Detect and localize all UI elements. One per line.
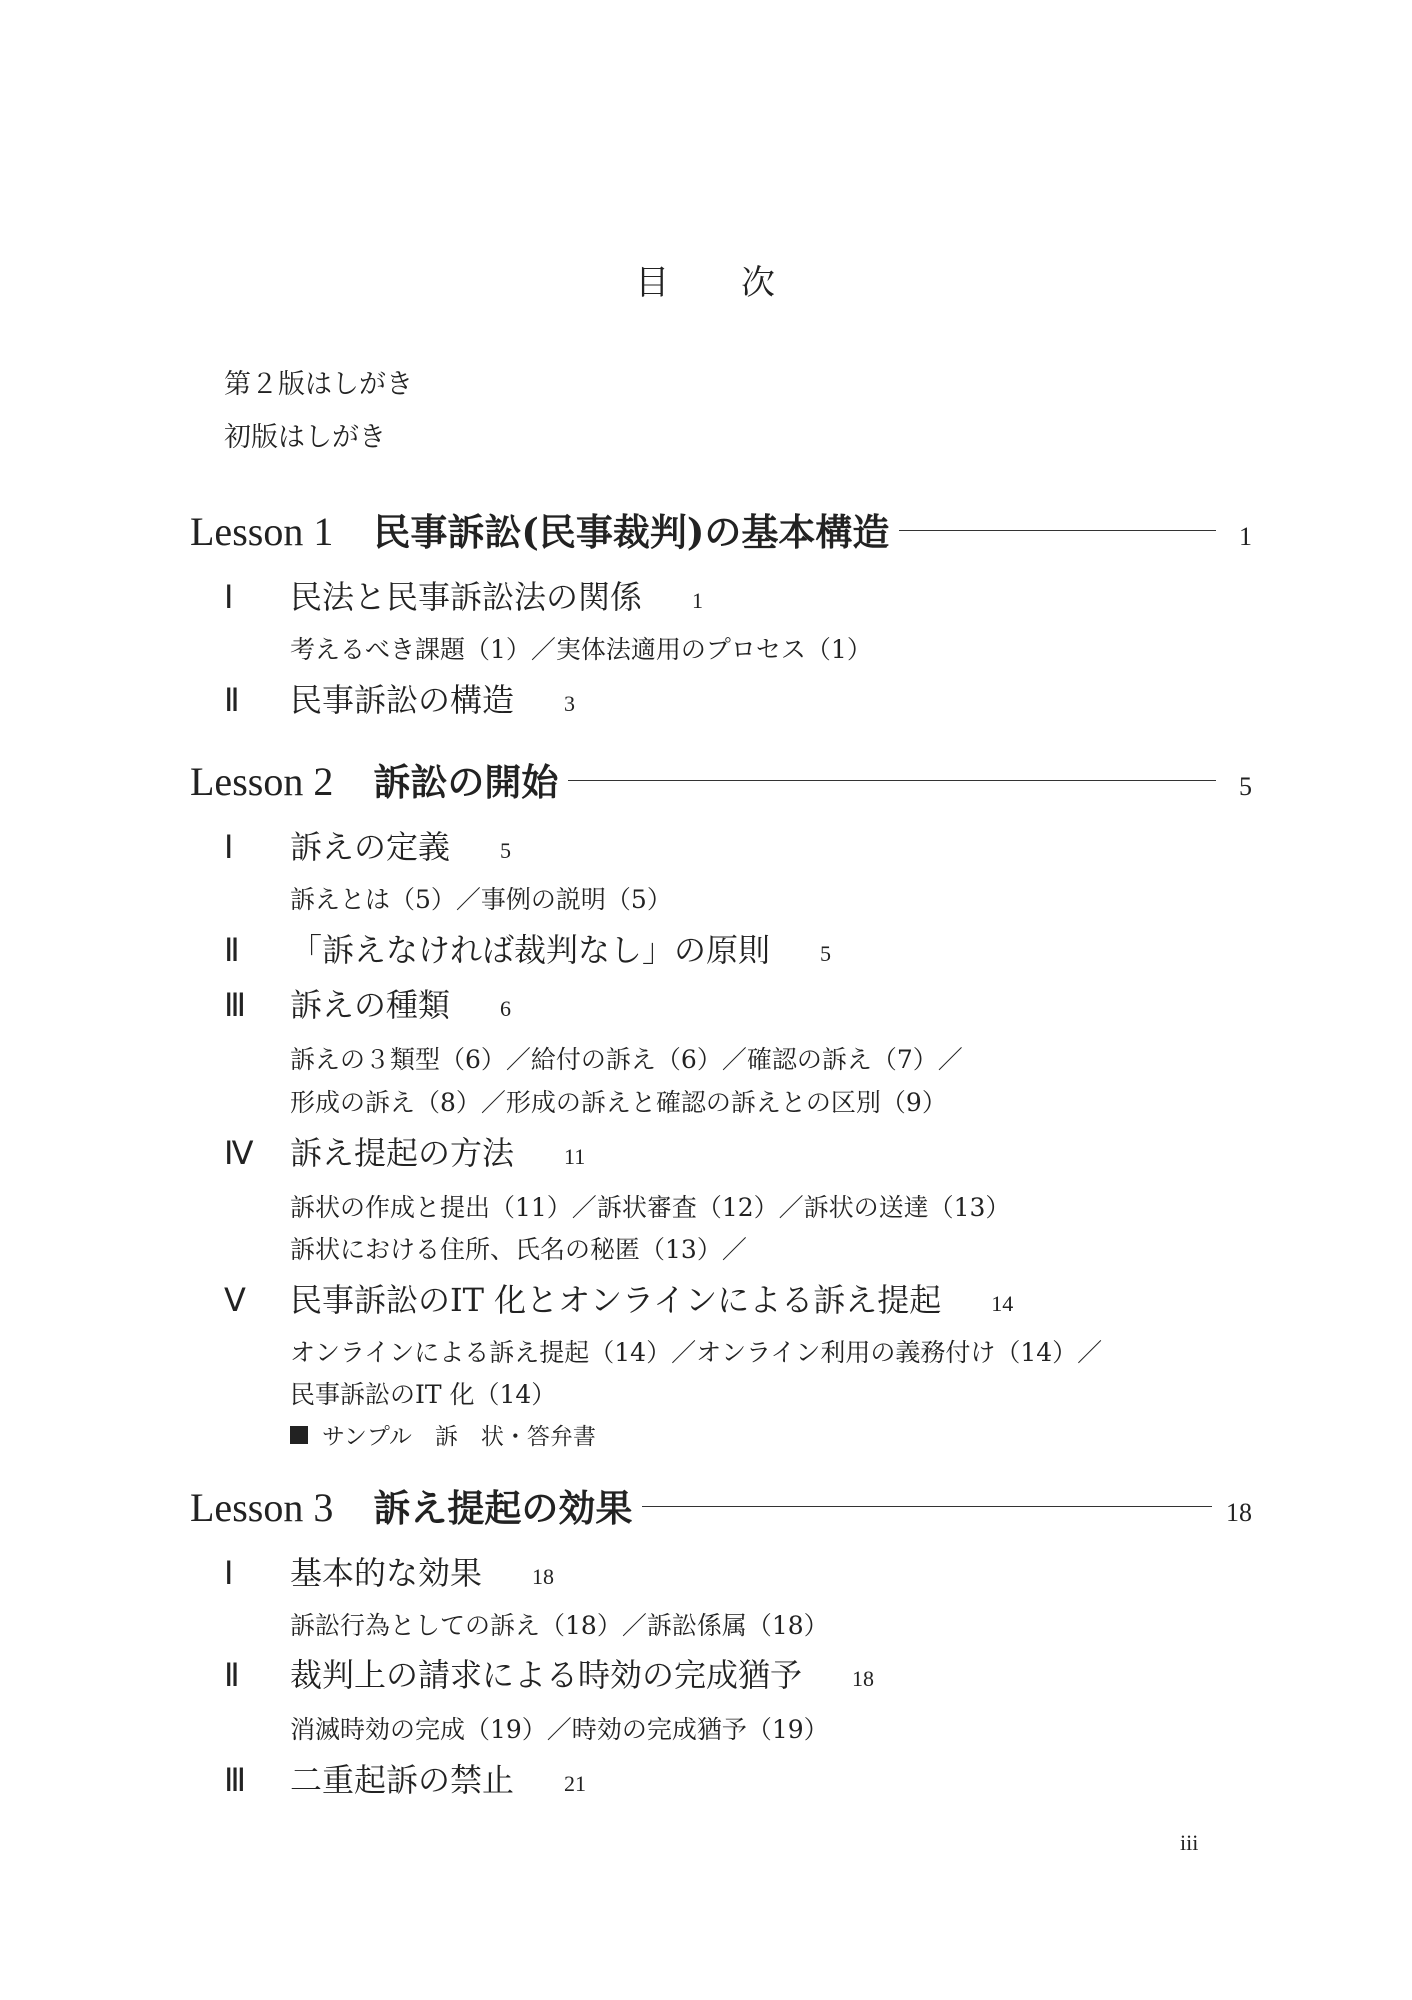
- section-number: Ⅱ: [224, 932, 240, 968]
- toc-subsection-line[interactable]: 訴訟行為としての訴え（18）／訴訟係属（18）: [290, 1611, 829, 1640]
- toc-section[interactable]: [224, 925, 831, 969]
- leader-rule: [568, 780, 1216, 781]
- toc-subsection-line[interactable]: 形成の訴え（8）／形成の訴えと確認の訴えとの区別（9）: [290, 1088, 947, 1117]
- leader-rule: [899, 530, 1216, 531]
- section-title: 裁判上の請求による時効の完成猶予: [290, 1656, 803, 1694]
- toc-section[interactable]: [224, 1650, 874, 1694]
- lesson-title: 訴え提起の効果: [373, 1486, 633, 1530]
- lesson-title: 訴訟の開始: [373, 760, 559, 804]
- lesson-number: Lesson 1: [190, 509, 334, 554]
- lesson-page: 1: [1239, 522, 1252, 551]
- lesson-title: 民事訴訟(民事裁判)の基本構造: [373, 510, 890, 554]
- toc-section[interactable]: [224, 980, 511, 1024]
- section-page: 11: [564, 1144, 586, 1169]
- section-number: Ⅲ: [224, 987, 247, 1023]
- section-number: Ⅱ: [224, 1657, 240, 1693]
- section-page: 3: [564, 691, 576, 716]
- toc-subsection-line[interactable]: オンラインによる訴え提起（14）／オンライン利用の義務付け（14）／: [290, 1338, 1103, 1367]
- section-title: 二重起訴の禁止: [290, 1761, 515, 1799]
- toc-subsection-line[interactable]: 訴状における住所、氏名の秘匿（13）／: [290, 1235, 747, 1264]
- section-number: Ⅴ: [224, 1282, 246, 1318]
- front-matter-item[interactable]: 初版はしがき: [224, 422, 386, 453]
- toc-subsection-line[interactable]: 考えるべき課題（1）／実体法適用のプロセス（1）: [290, 635, 872, 664]
- lesson-number: Lesson 2: [190, 759, 334, 804]
- section-page: 6: [500, 996, 512, 1021]
- section-number: Ⅲ: [224, 1762, 247, 1798]
- sample-documents-item[interactable]: [290, 1418, 596, 1451]
- lesson-heading[interactable]: [190, 502, 1252, 558]
- section-page: 18: [852, 1666, 875, 1691]
- page-title: 目 次: [635, 263, 777, 303]
- section-title: 訴えの種類: [290, 986, 451, 1024]
- toc-section[interactable]: [224, 1128, 585, 1172]
- sample-label: サンプル 訴 状・答弁書: [322, 1424, 596, 1450]
- section-title: 民事訴訟のIT 化とオンラインによる訴え提起: [290, 1281, 942, 1319]
- section-number: Ⅰ: [224, 1555, 234, 1591]
- section-number: Ⅰ: [224, 579, 234, 615]
- section-page: 18: [532, 1564, 555, 1589]
- lesson-heading[interactable]: [190, 1478, 1252, 1534]
- toc-subsection-line[interactable]: 訴えの３類型（6）／給付の訴え（6）／確認の訴え（7）／: [290, 1045, 963, 1074]
- toc-section[interactable]: [224, 1755, 586, 1799]
- leader-rule: [642, 1506, 1212, 1507]
- lesson-number: Lesson 3: [190, 1485, 334, 1530]
- toc-subsection-line[interactable]: 訴状の作成と提出（11）／訴状審査（12）／訴状の送達（13）: [290, 1193, 1011, 1222]
- section-title: 民法と民事訴訟法の関係: [290, 578, 643, 616]
- toc-subsection-line[interactable]: 民事訴訟のIT 化（14）: [290, 1380, 557, 1409]
- lesson-page: 18: [1226, 1498, 1252, 1527]
- toc-subsection-line[interactable]: 訴えとは（5）／事例の説明（5）: [290, 885, 672, 914]
- section-number: Ⅳ: [224, 1135, 254, 1171]
- toc-section[interactable]: [224, 572, 703, 616]
- toc-section[interactable]: [224, 822, 511, 866]
- toc-section[interactable]: [224, 1275, 1013, 1319]
- section-page: 14: [991, 1291, 1014, 1316]
- toc-subsection-line[interactable]: 消滅時効の完成（19）／時効の完成猶予（19）: [290, 1715, 829, 1744]
- black-square-icon: [290, 1426, 308, 1444]
- section-title: 訴え提起の方法: [290, 1134, 515, 1172]
- toc-section[interactable]: [224, 675, 575, 719]
- lesson-heading[interactable]: [190, 752, 1252, 808]
- section-title: 基本的な効果: [290, 1554, 483, 1592]
- section-number: Ⅰ: [224, 829, 234, 865]
- section-title: 民事訴訟の構造: [290, 681, 515, 719]
- page-folio: iii: [1180, 1830, 1199, 1855]
- section-page: 1: [692, 588, 704, 613]
- section-number: Ⅱ: [224, 682, 240, 718]
- section-title: 「訴えなければ裁判なし」の原則: [290, 931, 771, 969]
- toc-section[interactable]: [224, 1548, 554, 1592]
- front-matter-item[interactable]: 第２版はしがき: [224, 369, 413, 400]
- section-page: 21: [564, 1771, 587, 1796]
- section-title: 訴えの定義: [290, 828, 451, 866]
- section-page: 5: [500, 838, 512, 863]
- lesson-page: 5: [1239, 772, 1252, 801]
- section-page: 5: [820, 941, 832, 966]
